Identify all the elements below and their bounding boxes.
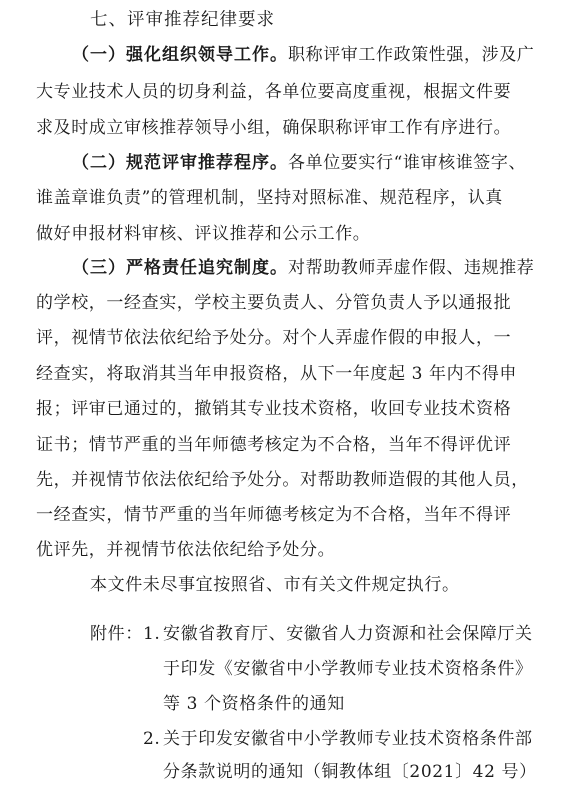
- attachment-2-number: 2.: [143, 729, 161, 749]
- attachment-1-line-3: 等 3 个资格条件的通知: [163, 694, 345, 714]
- attachment-1-line-2: 于印发《安徽省中小学教师专业技术资格条件》: [163, 659, 533, 679]
- item-3-line-2: 的学校，一经查实，学校主要负责人、分管负责人予以通报批: [36, 293, 512, 313]
- item-1-line-1: [72, 45, 534, 65]
- item-2-lead: （二）规范评审推荐程序。: [72, 153, 288, 173]
- item-3-line-9: 优评先，并视情节依法依纪给予处分。: [36, 540, 336, 560]
- item-3-line-4: 经查实，将取消其当年申报资格，从下一年度起 3 年内不得申: [36, 364, 518, 384]
- item-3-line-8: 一经查实，情节严重的当年师德考核定为不合格，当年不得评: [36, 505, 512, 525]
- attachment-1-number: 1.: [143, 624, 161, 644]
- item-3-lead: （三）严格责任追究制度。: [72, 258, 288, 278]
- item-1-line-3: 求及时成立审核推荐领导小组，确保职称评审工作有序进行。: [36, 118, 512, 138]
- item-1-lead: （一）强化组织领导工作。: [72, 45, 288, 65]
- item-1-text-1: 职称评审工作政策性强，涉及广: [288, 45, 535, 65]
- item-1-line-2: 大专业技术人员的切身利益，各单位要高度重视，根据文件要: [36, 82, 512, 102]
- attachment-2-line-2: 分条款说明的通知（铜教体组〔2021〕42 号）: [163, 762, 537, 782]
- item-3-line-1: [72, 258, 534, 278]
- item-3-line-3: 评，视情节依法依纪给予处分。对个人弄虚作假的申报人，一: [36, 328, 512, 348]
- item-3-line-6: 证书；情节严重的当年师德考核定为不合格，当年不得评优评: [36, 435, 512, 455]
- item-3-text-1: 对帮助教师弄虚作假、违规推荐: [288, 258, 535, 278]
- item-2-line-1: [72, 153, 526, 173]
- attachment-1-line-1: 安徽省教育厅、安徽省人力资源和社会保障厅关: [163, 624, 533, 644]
- item-2-line-2: 谁盖章谁负责”的管理机制，坚持对照标准、规范程序，认真: [36, 188, 503, 208]
- attachment-2-line-1: 关于印发安徽省中小学教师专业技术资格条件部: [163, 729, 533, 749]
- section-heading: 七、评审推荐纪律要求: [90, 10, 275, 30]
- closing-statement: 本文件未尽事宜按照省、市有关文件规定执行。: [90, 575, 460, 595]
- item-2-text-1: 各单位要实行“谁审核谁签字、: [288, 153, 527, 173]
- item-3-line-7: 先，并视情节依法依纪给予处分。对帮助教师造假的其他人员，: [36, 470, 529, 490]
- attachments-label: 附件：: [90, 624, 143, 644]
- item-3-line-5: 报；评审已通过的，撤销其专业技术资格，收回专业技术资格: [36, 399, 512, 419]
- item-2-line-3: 做好申报材料审核、评议推荐和公示工作。: [36, 224, 371, 244]
